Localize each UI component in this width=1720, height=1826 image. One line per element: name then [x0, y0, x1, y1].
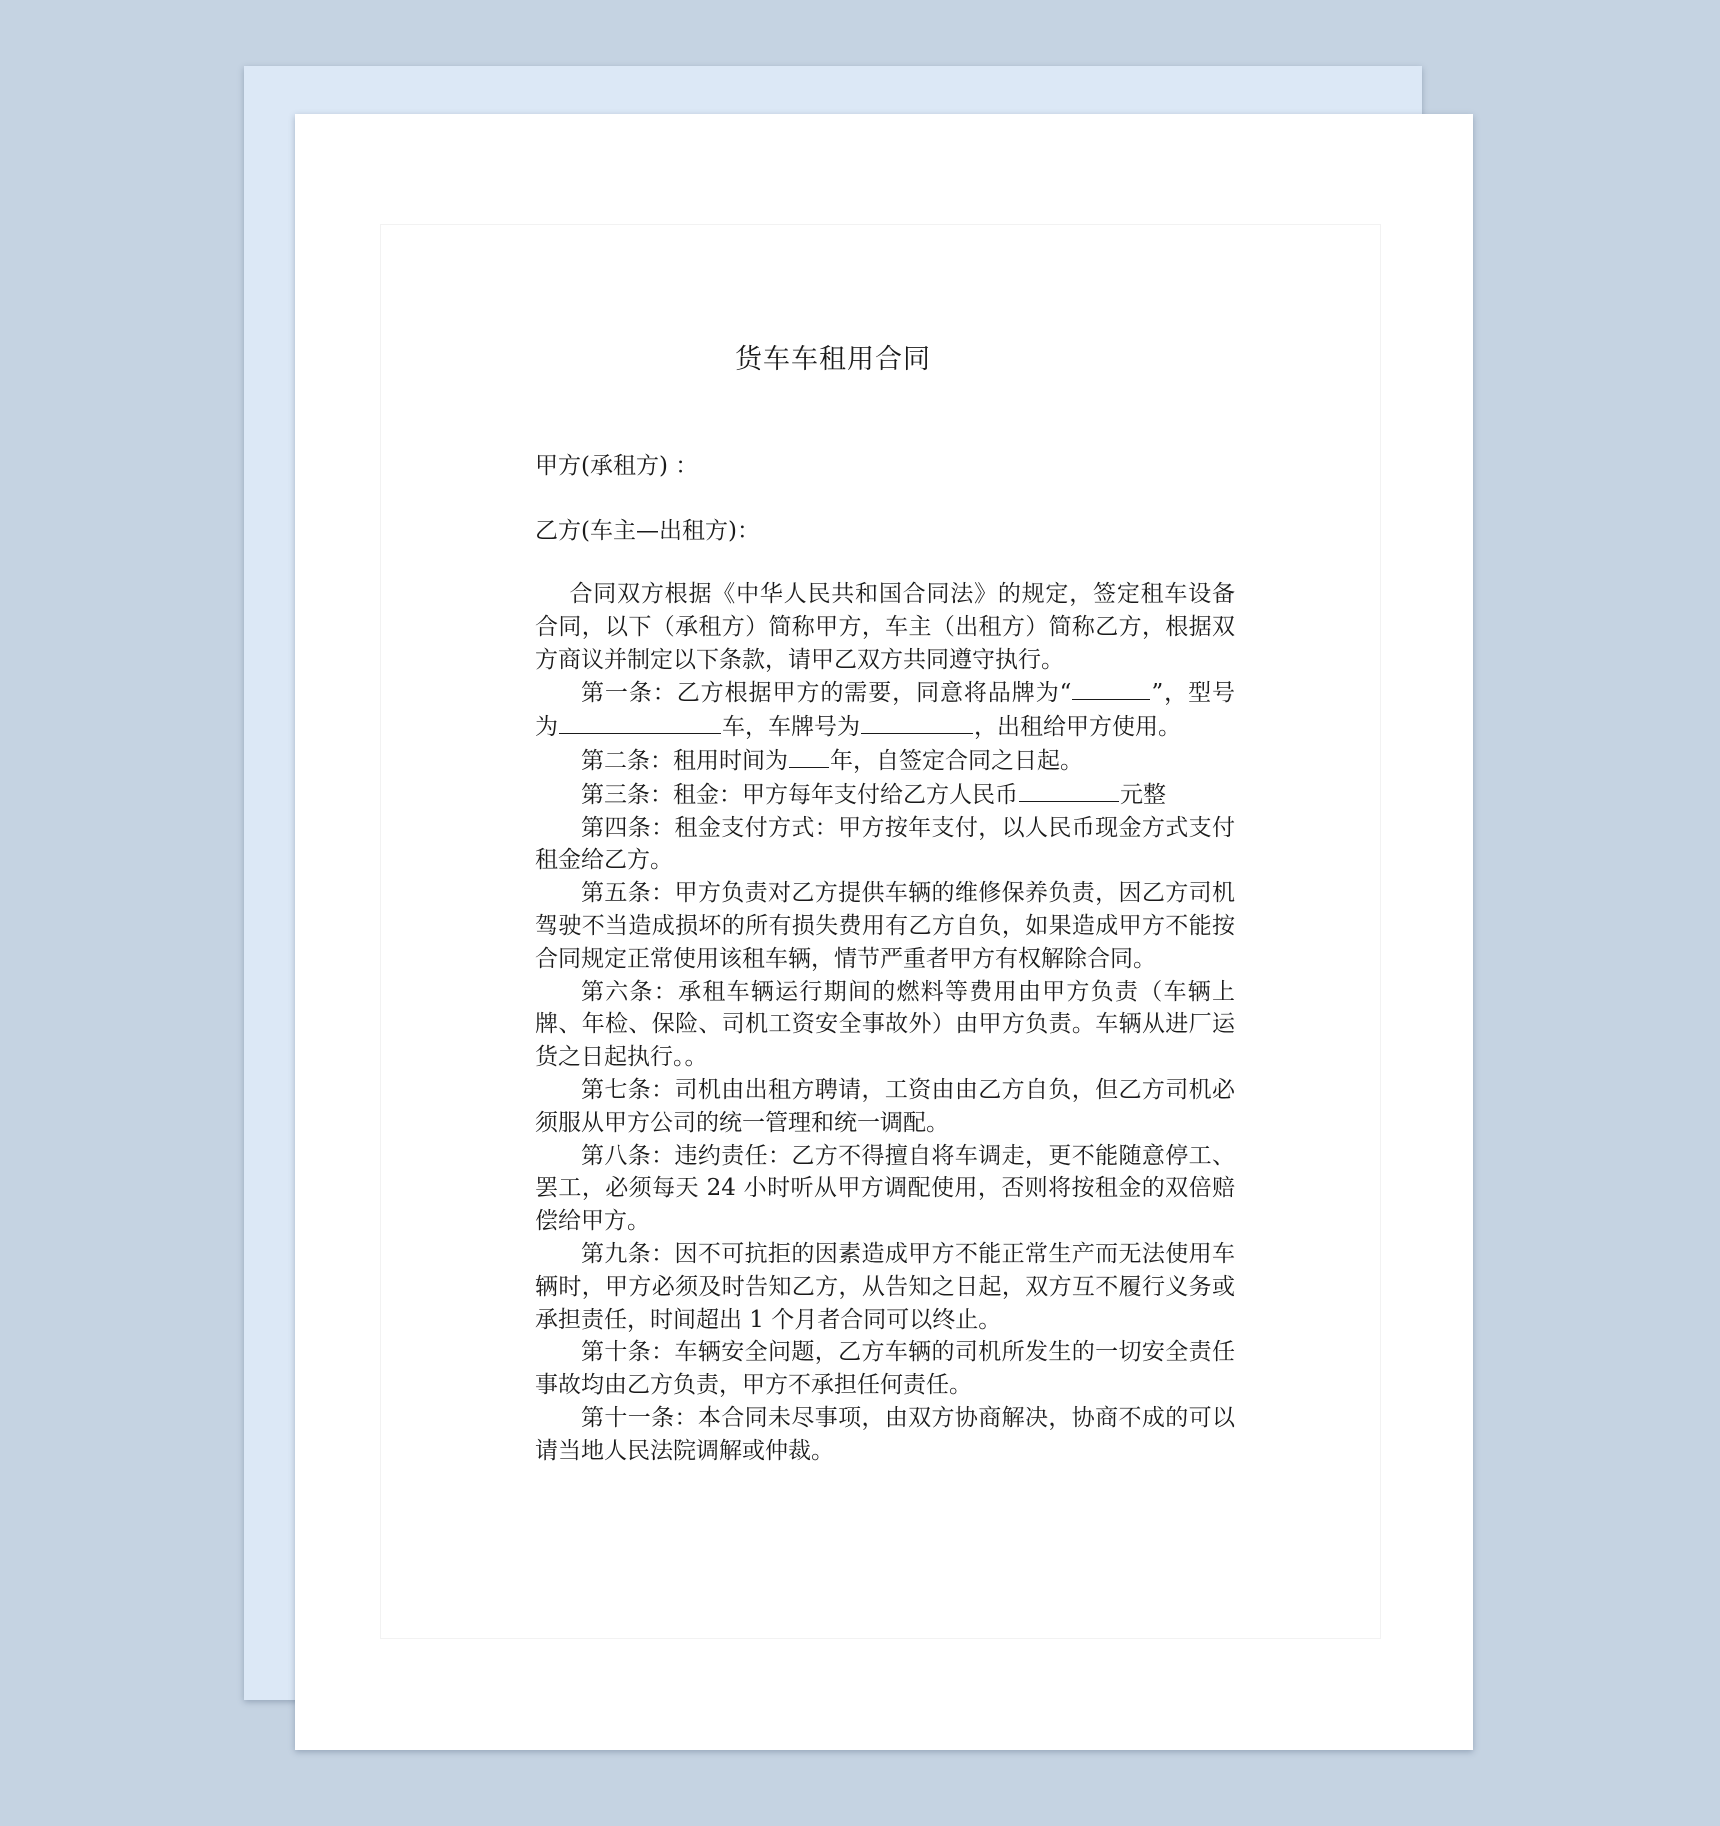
- article-5: 第五条：甲方负责对乙方提供车辆的维修保养负责，因乙方司机驾驶不当造成损坏的所有损失费用有乙方自负，如果造成甲方不能按合同规定正常使用该租车辆，情节严重者甲方有权解除合同。: [535, 880, 1235, 972]
- article-1-text-2: ”，型号为: [535, 680, 1235, 741]
- article-3-text-1: 第三条：租金：甲方每年支付给乙方人民币: [581, 781, 1018, 808]
- party-b-line: 乙方(车主—出租方)：: [535, 518, 760, 544]
- article-2-text-1: 第二条：租用时间为: [581, 747, 788, 774]
- intro-paragraph: 合同双方根据《中华人民共和国合同法》的规定，签定租车设备合同，以下（承租方）简称甲方，车主（出租方）简称乙方，根据双方商议并制定以下条款，请甲乙双方共同遵守执行。: [535, 581, 1235, 673]
- article-4: 第四条：租金支付方式：甲方按年支付，以人民币现金方式支付租金给乙方。: [535, 814, 1235, 874]
- article-2-text-2: 年，自签定合同之日起。: [830, 747, 1083, 774]
- rental-years-blank: [789, 744, 829, 768]
- document-page: [295, 114, 1473, 1750]
- party-a-line: 甲方(承租方) ：: [535, 453, 699, 479]
- model-blank: [559, 710, 721, 734]
- rent-amount-blank: [1019, 778, 1119, 802]
- article-3: [535, 778, 1235, 812]
- article-2: [535, 744, 1235, 778]
- article-3-text-2: 元整: [1120, 781, 1166, 808]
- article-1: [535, 676, 1235, 744]
- article-1-text-1: 第一条：乙方根据甲方的需要，同意将品牌为“: [581, 680, 1072, 707]
- article-1-text-3: 车，车牌号为: [722, 714, 860, 741]
- contract-body: [535, 578, 1235, 1468]
- article-6: 第六条：承租车辆运行期间的燃料等费用由甲方负责（车辆上牌、年检、保险、司机工资安全事故外）由甲方负责。车辆从进厂运货之日起执行。。: [535, 978, 1235, 1071]
- document-title: 货车车租用合同: [735, 344, 931, 375]
- article-7: 第七条：司机由出租方聘请，工资由由乙方自负，但乙方司机必须服从甲方公司的统一管理和统一调配。: [535, 1076, 1235, 1136]
- brand-blank: [1072, 676, 1150, 700]
- article-1-text-4: ，出租给甲方使用。: [974, 714, 1181, 741]
- article-8: 第八条：违约责任：乙方不得擅自将车调走，更不能随意停工、罢工，必须每天 24 小时听从甲方调配使用，否则将按租金的双倍赔偿给甲方。: [535, 1142, 1235, 1235]
- article-10: 第十条：车辆安全问题，乙方车辆的司机所发生的一切安全责任事故均由乙方负责，甲方不承担任何责任。: [535, 1339, 1235, 1399]
- plate-number-blank: [861, 710, 973, 734]
- article-11: 第十一条：本合同未尽事项，由双方协商解决，协商不成的可以请当地人民法院调解或仲裁。: [535, 1404, 1235, 1464]
- article-9: 第九条：因不可抗拒的因素造成甲方不能正常生产而无法使用车辆时，甲方必须及时告知乙方，从告知之日起，双方互不履行义务或承担责任，时间超出 1 个月者合同可以终止。: [535, 1240, 1235, 1333]
